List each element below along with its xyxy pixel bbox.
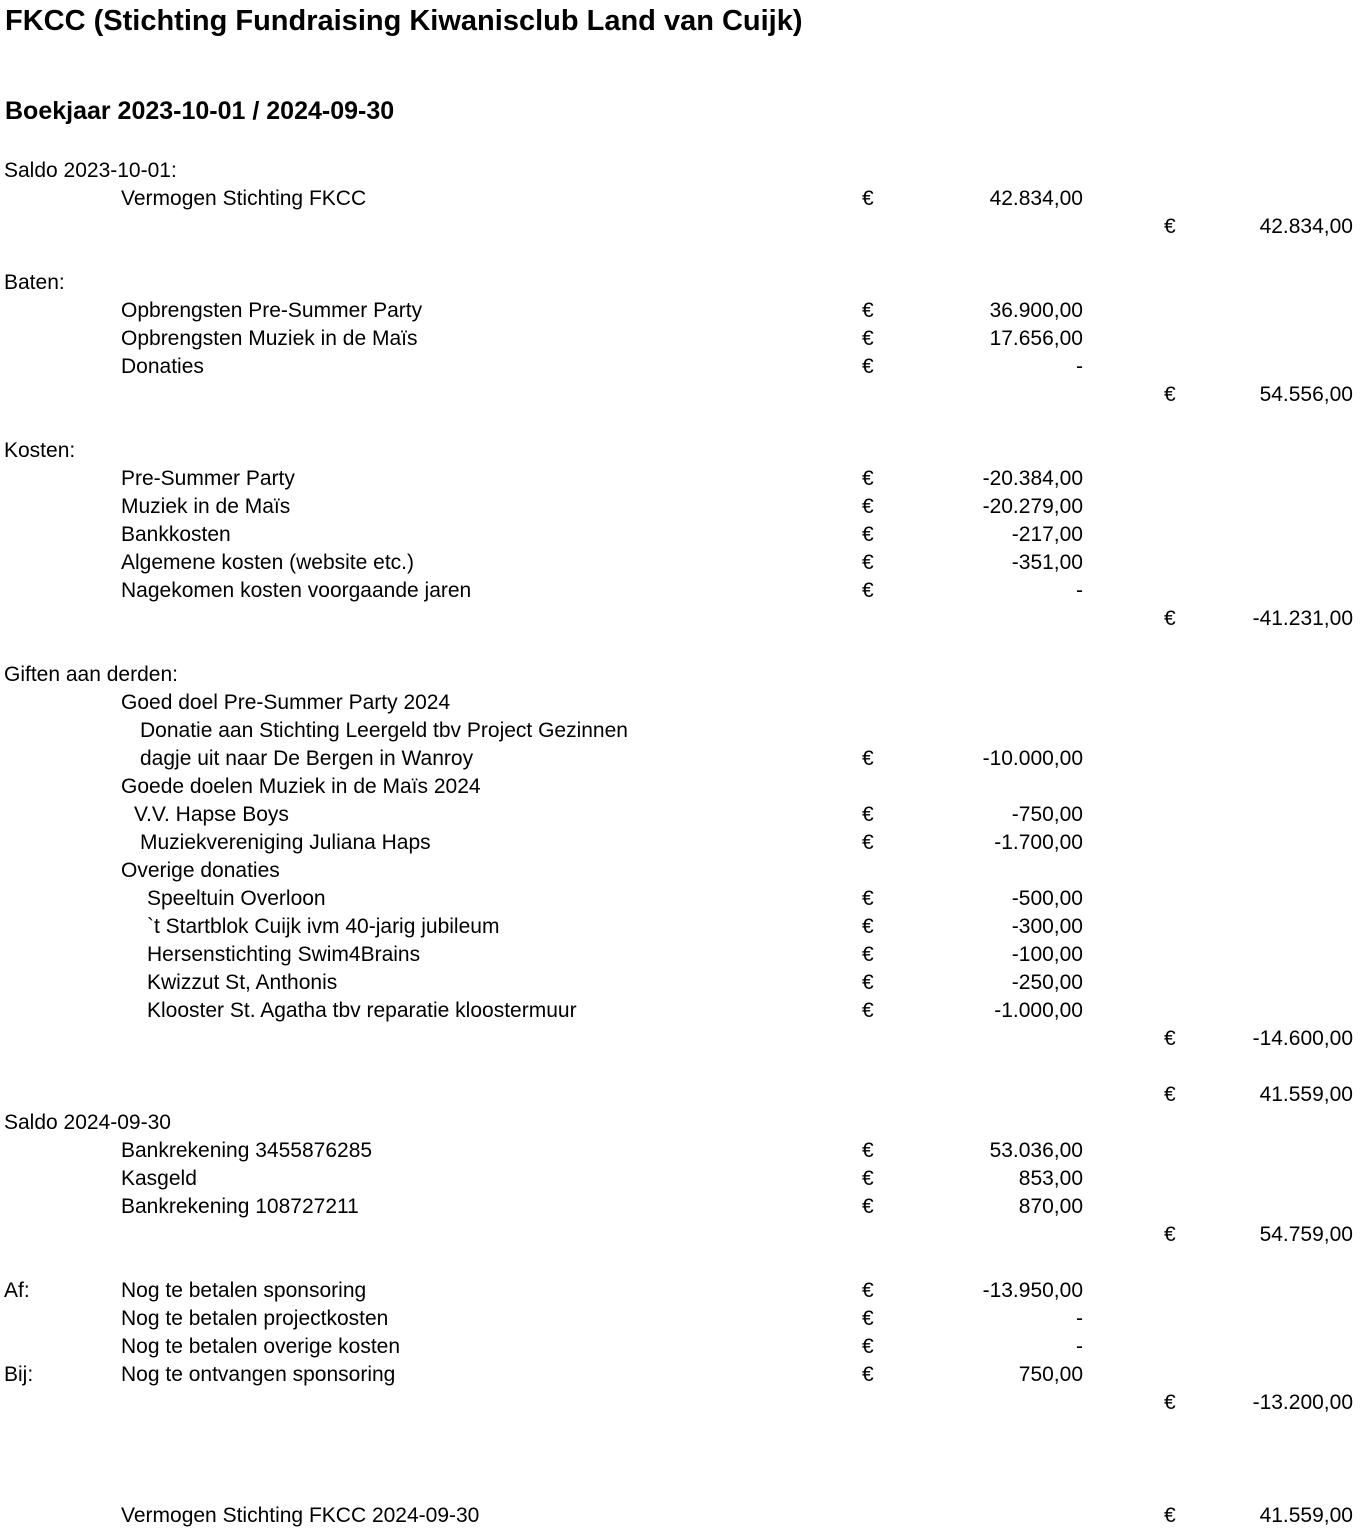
euro-sign: € <box>1164 607 1176 630</box>
bij-label: Bij: <box>4 1363 34 1386</box>
line-amount: - <box>1076 1335 1083 1358</box>
section-heading-baten: Baten: <box>4 271 65 294</box>
euro-sign: € <box>862 495 874 518</box>
section-total: 42.834,00 <box>1259 215 1353 238</box>
euro-sign: € <box>862 523 874 546</box>
line-label: Kwizzut St, Anthonis <box>147 971 338 994</box>
line-amount: -250,00 <box>1011 971 1083 994</box>
euro-sign: € <box>862 327 874 350</box>
line-amount: -300,00 <box>1011 915 1083 938</box>
euro-sign: € <box>862 747 874 770</box>
euro-sign: € <box>1164 383 1176 406</box>
euro-sign: € <box>1164 1223 1176 1246</box>
group-title: Goed doel Pre-Summer Party 2024 <box>121 691 451 714</box>
line-label: dagje uit naar De Bergen in Wanroy <box>140 747 474 770</box>
line-amount: 750,00 <box>1018 1363 1083 1386</box>
euro-sign: € <box>1164 1391 1176 1414</box>
line-amount: -10.000,00 <box>982 747 1083 770</box>
euro-sign: € <box>862 1307 874 1330</box>
euro-sign: € <box>862 355 874 378</box>
section-total: 54.556,00 <box>1259 383 1353 406</box>
euro-sign: € <box>862 1139 874 1162</box>
euro-sign: € <box>862 943 874 966</box>
euro-sign: € <box>862 915 874 938</box>
line-label: Hersenstichting Swim4Brains <box>147 943 421 966</box>
line-amount: 42.834,00 <box>989 187 1083 210</box>
euro-sign: € <box>1164 1083 1176 1106</box>
line-amount: -217,00 <box>1011 523 1083 546</box>
line-amount: -1.700,00 <box>994 831 1083 854</box>
euro-sign: € <box>862 551 874 574</box>
line-label: `t Startblok Cuijk ivm 40-jarig jubileum <box>147 915 500 938</box>
line-label: V.V. Hapse Boys <box>134 803 289 826</box>
line-label: Kasgeld <box>121 1167 197 1190</box>
euro-sign: € <box>862 1195 874 1218</box>
fiscal-year-heading: Boekjaar 2023-10-01 / 2024-09-30 <box>5 97 395 125</box>
euro-sign: € <box>1164 215 1176 238</box>
line-amount: -351,00 <box>1011 551 1083 574</box>
euro-sign: € <box>862 887 874 910</box>
line-amount: 53.036,00 <box>989 1139 1083 1162</box>
line-amount: - <box>1076 355 1083 378</box>
final-amount: 41.559,00 <box>1259 1504 1353 1527</box>
subtotal-amount: 41.559,00 <box>1259 1083 1353 1106</box>
line-label: Nog te ontvangen sponsoring <box>121 1363 396 1386</box>
section-heading-kosten: Kosten: <box>4 439 76 462</box>
section-heading-saldo-start: Saldo 2023-10-01: <box>4 159 177 182</box>
line-amount: -20.384,00 <box>982 467 1083 490</box>
group-title: Overige donaties <box>121 859 280 882</box>
line-amount: -750,00 <box>1011 803 1083 826</box>
line-label: Donatie aan Stichting Leergeld tbv Project Gezinnen <box>140 719 628 742</box>
line-label: Muziekvereniging Juliana Haps <box>140 831 431 854</box>
section-heading-giften: Giften aan derden: <box>4 663 178 686</box>
euro-sign: € <box>862 299 874 322</box>
line-label: Pre-Summer Party <box>121 467 295 490</box>
final-label: Vermogen Stichting FKCC 2024-09-30 <box>121 1504 480 1527</box>
line-amount: 36.900,00 <box>989 299 1083 322</box>
group-title: Goede doelen Muziek in de Maïs 2024 <box>121 775 481 798</box>
line-label: Nog te betalen sponsoring <box>121 1279 367 1302</box>
line-label: Opbrengsten Pre-Summer Party <box>121 299 423 322</box>
af-label: Af: <box>4 1279 30 1302</box>
line-amount: -1.000,00 <box>994 999 1083 1022</box>
line-amount: 853,00 <box>1018 1167 1083 1190</box>
line-label: Bankrekening 3455876285 <box>121 1139 373 1162</box>
line-amount: - <box>1076 1307 1083 1330</box>
line-label: Klooster St. Agatha tbv reparatie kloostermuur <box>147 999 577 1022</box>
line-label: Opbrengsten Muziek in de Maïs <box>121 327 418 350</box>
report-title: FKCC (Stichting Fundraising Kiwanisclub Land van Cuijk) <box>5 5 803 37</box>
section-total: 54.759,00 <box>1259 1223 1353 1246</box>
section-heading-saldo-end: Saldo 2024-09-30 <box>4 1111 171 1134</box>
line-label: Muziek in de Maïs <box>121 495 291 518</box>
euro-sign: € <box>862 1279 874 1302</box>
line-amount: -20.279,00 <box>982 495 1083 518</box>
section-total: -14.600,00 <box>1252 1027 1353 1050</box>
line-amount: -500,00 <box>1011 887 1083 910</box>
line-amount: 870,00 <box>1018 1195 1083 1218</box>
line-label: Nagekomen kosten voorgaande jaren <box>121 579 472 602</box>
euro-sign: € <box>862 999 874 1022</box>
section-total: -13.200,00 <box>1252 1391 1353 1414</box>
euro-sign: € <box>862 187 874 210</box>
line-label: Nog te betalen overige kosten <box>121 1335 401 1358</box>
section-total: -41.231,00 <box>1252 607 1353 630</box>
line-amount: -13.950,00 <box>982 1279 1083 1302</box>
euro-sign: € <box>862 831 874 854</box>
line-label: Bankrekening 108727211 <box>121 1195 359 1218</box>
line-amount: 17.656,00 <box>989 327 1083 350</box>
line-label: Nog te betalen projectkosten <box>121 1307 389 1330</box>
line-label: Vermogen Stichting FKCC <box>121 187 367 210</box>
euro-sign: € <box>862 803 874 826</box>
euro-sign: € <box>1164 1027 1176 1050</box>
euro-sign: € <box>1164 1504 1176 1527</box>
line-amount: -100,00 <box>1011 943 1083 966</box>
euro-sign: € <box>862 971 874 994</box>
line-label: Donaties <box>121 355 204 378</box>
euro-sign: € <box>862 1167 874 1190</box>
euro-sign: € <box>862 579 874 602</box>
euro-sign: € <box>862 467 874 490</box>
line-label: Algemene kosten (website etc.) <box>121 551 414 574</box>
line-label: Bankkosten <box>121 523 231 546</box>
euro-sign: € <box>862 1363 874 1386</box>
line-amount: - <box>1076 579 1083 602</box>
line-label: Speeltuin Overloon <box>147 887 326 910</box>
euro-sign: € <box>862 1335 874 1358</box>
